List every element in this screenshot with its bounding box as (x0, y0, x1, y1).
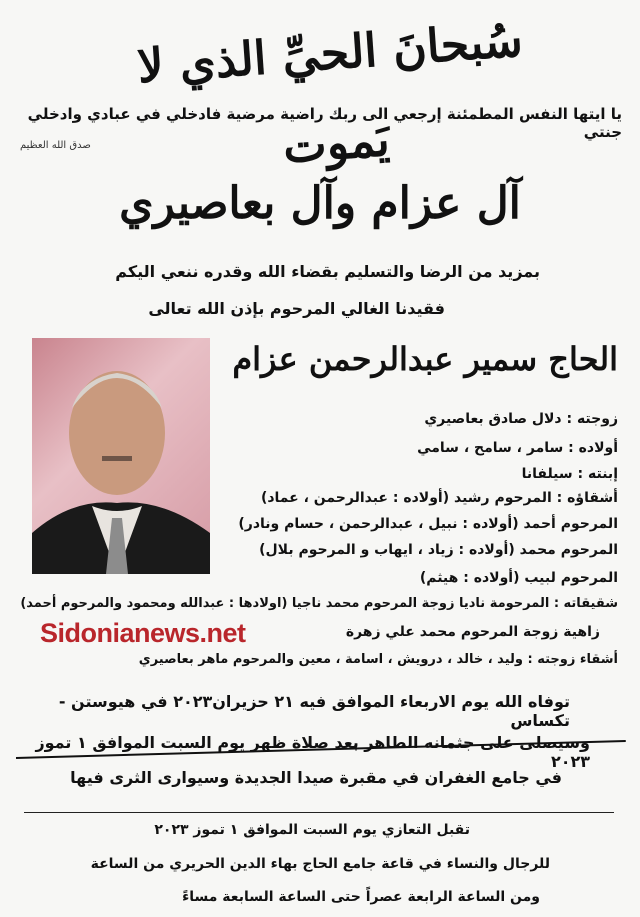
relative-line: أشقاؤه : المرحوم رشيد (أولاده : عبدالرحمن ، عماد) (260, 490, 618, 506)
relative-line: شقيقاته : المرحومة ناديا زوجة المرحوم محمد ناجيا (اولادها : عبدالله ومحمود والمرحوم أحمد) (20, 596, 618, 611)
intro-line-2: فقيدنا الغالي المرحوم بإذن الله تعالى (148, 299, 445, 318)
relative-line: المرحوم أحمد (أولاده : نبيل ، عبدالرحمن ، حسام ونادر) (238, 516, 618, 532)
relative-line: زوجته : دلال صادق بعاصيري (424, 411, 618, 427)
verse-source: صدق الله العظيم (20, 140, 91, 151)
quran-verse: يا ايتها النفس المطمئنة إرجعي الى ربك راضية مرضية فادخلي في عبادي وادخلي جنتي (27, 105, 622, 141)
burial-place: في جامع الغفران في مقبرة صيدا الجديدة وسيوارى الثرى فيها (70, 768, 562, 787)
condolence-date: تقبل التعازي يوم السبت الموافق ١ تموز ٢٠٢٣ (154, 822, 470, 838)
funeral-prayer: وسيصلى على جثمانه الطاهر بعد صلاة ظهر يوم السبت الموافق ١ تموز ٢٠٢٣ (35, 733, 590, 771)
watermark-logo: Sidonianews.net (40, 618, 246, 648)
family-title: آل عزام وآل بعاصيري (119, 178, 521, 229)
relative-line: المرحوم لبيب (أولاده : هيثم) (419, 570, 618, 586)
divider (24, 812, 614, 813)
header-calligraphy: سُبحانَ الحيِّ الذي لا يَموت (135, 12, 525, 174)
condolence-hours: ومن الساعة الرابعة عصراً حتى الساعة السابعة مساءً (182, 889, 540, 905)
relative-line: المرحوم محمد (أولاده : زياد ، ايهاب و المرحوم بلال) (259, 542, 618, 558)
relative-line: زاهية زوجة المرحوم محمد علي زهرة (345, 624, 600, 640)
relative-line: أشقاء زوجته : وليد ، خالد ، درويش ، اسامة ، معين والمرحوم ماهر بعاصيري (138, 652, 618, 667)
death-notice: توفاه الله يوم الاربعاء الموافق فيه ٢١ حزيران٢٠٢٣ في هيوستن - تكساس (58, 692, 570, 730)
relative-line: أولاده : سامر ، سامح ، سامي (417, 440, 618, 456)
deceased-name: الحاج سمير عبدالرحمن عزام (232, 340, 618, 378)
relative-line: إبنته : سيلفانا (521, 466, 618, 482)
deceased-photo (32, 338, 210, 574)
intro-line-1: بمزيد من الرضا والتسليم بقضاء الله وقدره ننعي اليكم (115, 262, 540, 281)
condolence-location: للرجال والنساء في قاعة جامع الحاج بهاء الدين الحريري من الساعة (90, 856, 550, 872)
